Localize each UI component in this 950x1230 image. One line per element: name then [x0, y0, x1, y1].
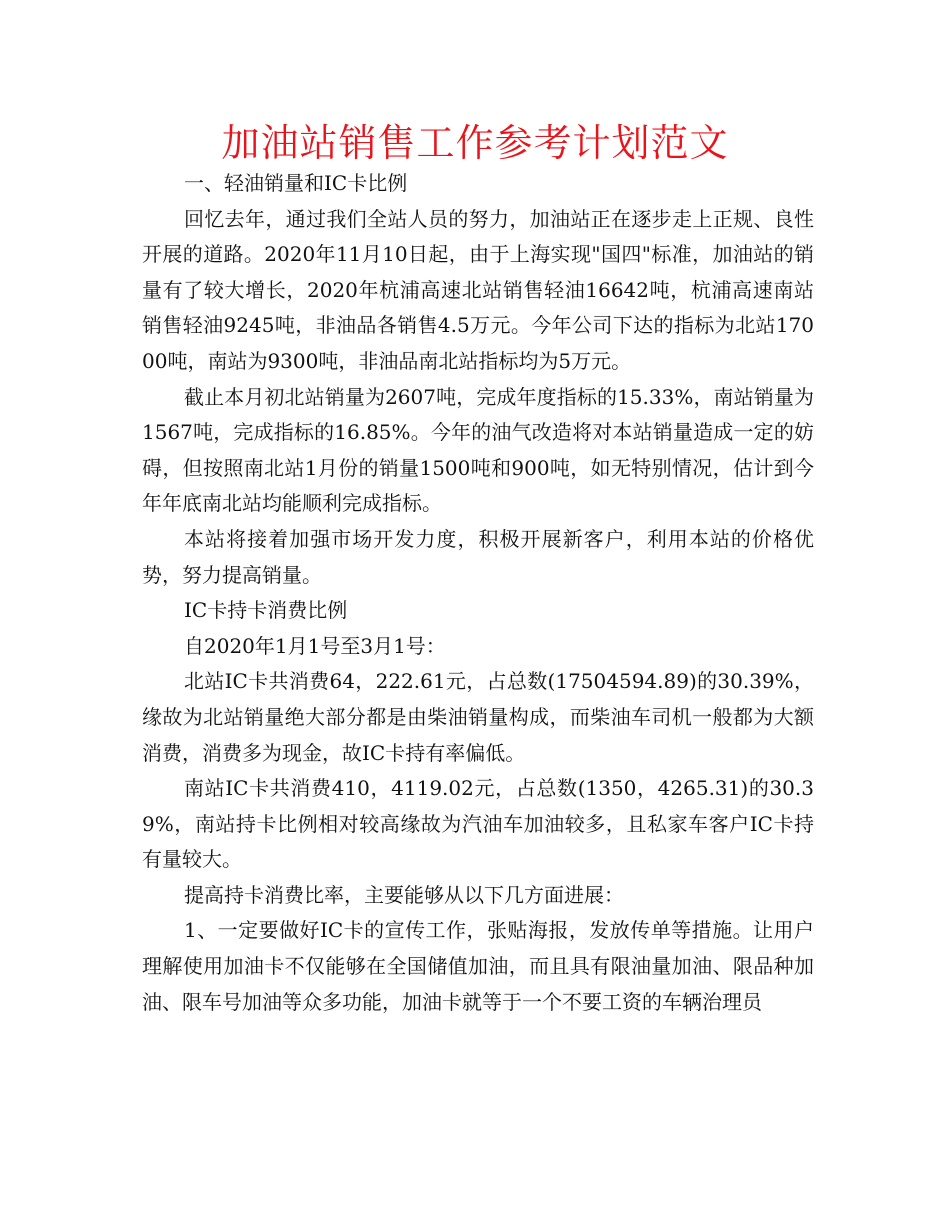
paragraph: 截止本月初北站销量为2607吨，完成年度指标的15.33%，南站销量为1567吨，完成指标的16.85%。今年的油气改造将对本站销量造成一定的妨碍，但按照南北站1月份的销量1500吨和900吨，如无特别情况，估计到今年年底南北站均能顺利完成指标。	[142, 384, 814, 516]
paragraph: 本站将接着加强市场开发力度，积极开展新客户，利用本站的价格优势，努力提高销量。	[142, 526, 814, 587]
paragraph: 南站IC卡共消费410，4119.02元，占总数(1350，4265.31)的30.39%，南站持卡比例相对较高缘故为汽油车加油较多，且私家车客户IC卡持有量较大。	[142, 776, 814, 872]
document-body	[142, 166, 814, 1020]
paragraph: 提高持卡消费比率，主要能够从以下几方面进展：	[184, 882, 624, 907]
paragraph: 自2020年1月1号至3月1号：	[184, 633, 446, 658]
section-heading: 一、轻油销量和IC卡比例	[184, 171, 408, 195]
paragraph: 回忆去年，通过我们全站人员的努力，加油站正在逐步走上正规、良性开展的道路。2020年11月10日起，由于上海实现"国四"标准，加油站的销量有了较大增长，2020年杭浦高速北站销售轻油16642吨，杭浦高速南站销售轻油9245吨，非油品各销售4.5万元。今年公司下达的指标为北站17000吨，南站为9300吨，非油品南北站指标均为5万元。	[142, 206, 814, 373]
subheading: IC卡持卡消费比例	[184, 598, 348, 623]
document-title: 加油站销售工作参考计划范文	[221, 121, 729, 165]
paragraph: 北站IC卡共消费64，222.61元，占总数(17504594.89)的30.39%，缘故为北站销量绝大部分都是由柴油销量构成，而柴油车司机一般都为大额消费，消费多为现金，故IC卡持有率偏低。	[142, 669, 814, 765]
paragraph: 1、一定要做好IC卡的宣传工作，张贴海报，发放传单等措施。让用户理解使用加油卡不仅能够在全国储值加油，而且具有限油量加油、限品种加油、限车号加油等众多功能，加油卡就等于一个不要工资的车辆治理员	[142, 918, 814, 1014]
